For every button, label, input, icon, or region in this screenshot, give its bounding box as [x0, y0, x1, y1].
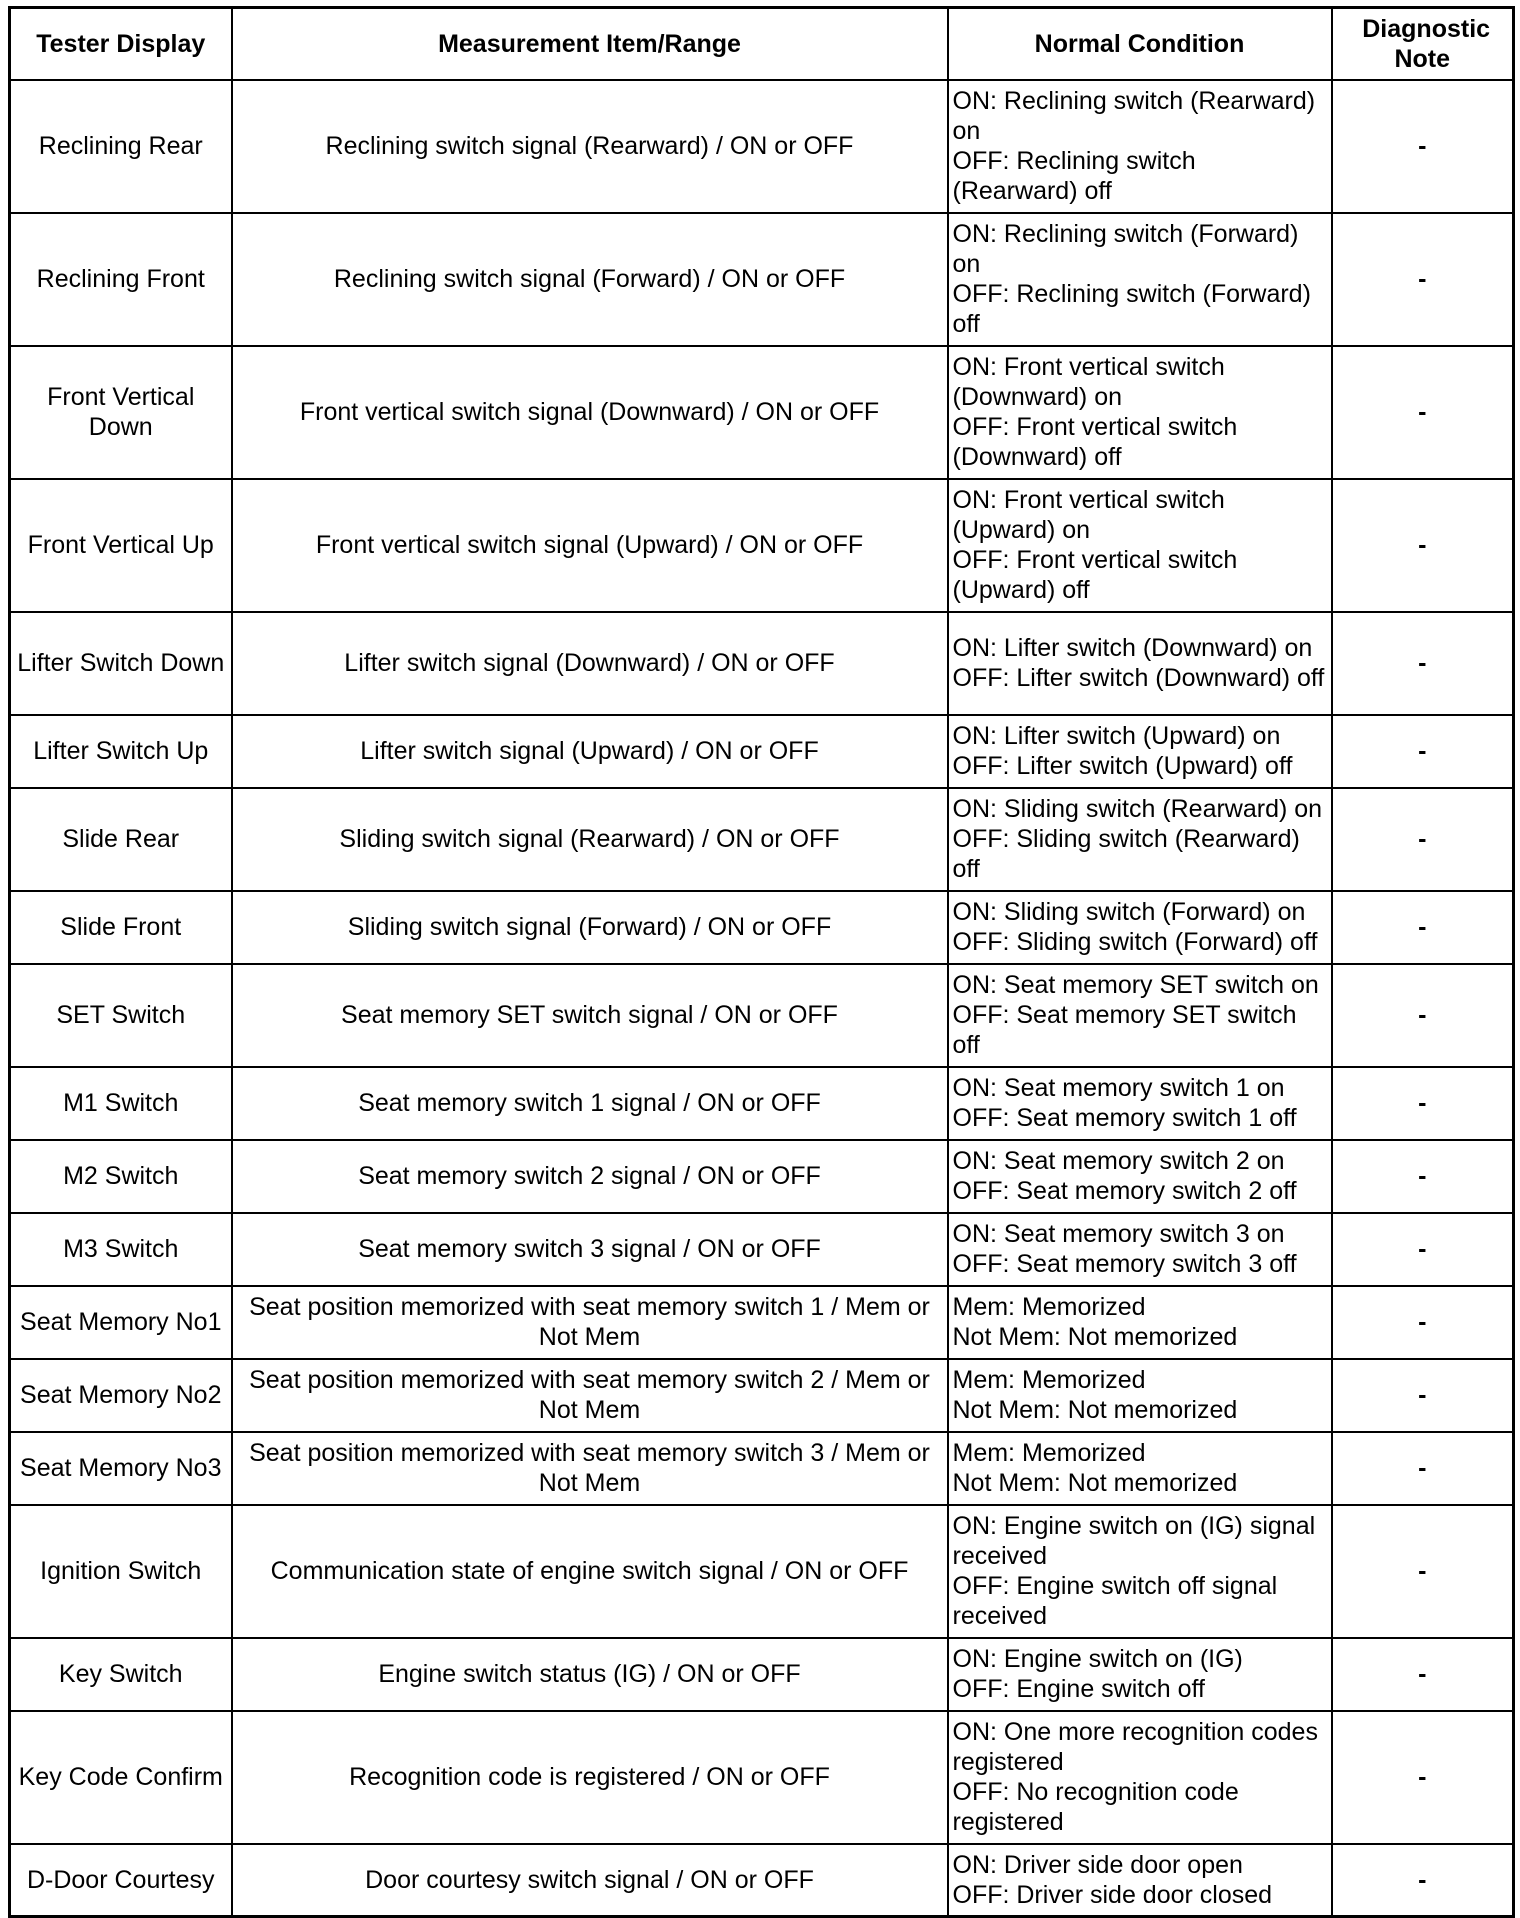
table-row	[10, 80, 1514, 213]
cell-diagnostic-note: -	[1332, 1140, 1514, 1213]
table-row	[10, 788, 1514, 891]
condition-line: ON: Seat memory SET switch on	[952, 971, 1319, 999]
cell-tester-display: Slide Rear	[10, 788, 232, 891]
cell-measurement-item: Seat position memorized with seat memory switch 2 / Mem or Not Mem	[232, 1359, 948, 1432]
table-row	[10, 1213, 1514, 1286]
condition-line: OFF: Driver side door closed	[952, 1880, 1273, 1909]
cell-measurement-item: Front vertical switch signal (Downward) / ON or OFF	[232, 346, 948, 479]
condition-line: OFF: Front vertical switch (Downward) off	[952, 413, 1238, 471]
cell-measurement-item: Seat memory switch 3 signal / ON or OFF	[232, 1213, 948, 1286]
condition-line: OFF: Reclining switch (Forward) off	[952, 280, 1311, 338]
condition-line: ON: Engine switch on (IG)	[952, 1645, 1243, 1673]
condition-line: OFF: Engine switch off signal received	[952, 1572, 1278, 1630]
cell-tester-display: Slide Front	[10, 891, 232, 964]
cell-tester-display: Seat Memory No3	[10, 1432, 232, 1505]
condition-line: ON: Lifter switch (Upward) on	[952, 722, 1281, 750]
cell-tester-display: Lifter Switch Up	[10, 715, 232, 788]
cell-measurement-item: Door courtesy switch signal / ON or OFF	[232, 1844, 948, 1917]
condition-line: ON: Engine switch on (IG) signal received	[952, 1512, 1316, 1570]
cell-tester-display: M2 Switch	[10, 1140, 232, 1213]
cell-tester-display: M1 Switch	[10, 1067, 232, 1140]
condition-line: OFF: Reclining switch (Rearward) off	[952, 147, 1196, 205]
cell-normal-condition	[948, 1844, 1332, 1917]
cell-diagnostic-note: -	[1332, 213, 1514, 346]
cell-diagnostic-note: -	[1332, 80, 1514, 213]
cell-normal-condition	[948, 964, 1332, 1067]
cell-tester-display: Reclining Rear	[10, 80, 232, 213]
header-tester-display: Tester Display	[10, 8, 232, 80]
data-list-page	[8, 6, 1512, 1909]
data-list-table	[8, 6, 1515, 1918]
cell-diagnostic-note: -	[1332, 346, 1514, 479]
table-row	[10, 1359, 1514, 1432]
table-row	[10, 1505, 1514, 1638]
cell-measurement-item: Seat position memorized with seat memory switch 1 / Mem or Not Mem	[232, 1286, 948, 1359]
cell-diagnostic-note: -	[1332, 1711, 1514, 1844]
cell-measurement-item: Front vertical switch signal (Upward) / ON or OFF	[232, 479, 948, 612]
cell-tester-display: Ignition Switch	[10, 1505, 232, 1638]
condition-line: ON: Front vertical switch (Upward) on	[952, 486, 1225, 544]
cell-normal-condition	[948, 1213, 1332, 1286]
condition-line: ON: Driver side door open	[952, 1850, 1243, 1879]
cell-measurement-item: Sliding switch signal (Forward) / ON or OFF	[232, 891, 948, 964]
cell-diagnostic-note: -	[1332, 1844, 1514, 1917]
header-diagnostic-note	[1332, 8, 1514, 80]
header-measurement-item: Measurement Item/Range	[232, 8, 948, 80]
condition-line: OFF: Lifter switch (Upward) off	[952, 752, 1293, 780]
condition-line: ON: Lifter switch (Downward) on	[952, 634, 1313, 662]
condition-line: Not Mem: Not memorized	[952, 1469, 1238, 1497]
condition-line: OFF: Sliding switch (Forward) off	[952, 928, 1318, 956]
condition-line: ON: Sliding switch (Forward) on	[952, 898, 1306, 926]
header-normal-condition: Normal Condition	[948, 8, 1332, 80]
cell-diagnostic-note: -	[1332, 788, 1514, 891]
cell-diagnostic-note: -	[1332, 1359, 1514, 1432]
cell-normal-condition	[948, 1432, 1332, 1505]
cell-diagnostic-note: -	[1332, 1432, 1514, 1505]
condition-line: Mem: Memorized	[952, 1366, 1146, 1394]
cell-normal-condition	[948, 479, 1332, 612]
cell-diagnostic-note: -	[1332, 1638, 1514, 1711]
condition-line: Mem: Memorized	[952, 1439, 1146, 1467]
cell-diagnostic-note: -	[1332, 612, 1514, 715]
table-row	[10, 479, 1514, 612]
table-row	[10, 213, 1514, 346]
condition-line: ON: Seat memory switch 3 on	[952, 1220, 1285, 1248]
cell-normal-condition	[948, 1638, 1332, 1711]
cell-tester-display: Key Code Confirm	[10, 1711, 232, 1844]
cell-diagnostic-note: -	[1332, 715, 1514, 788]
table-row	[10, 964, 1514, 1067]
condition-line: OFF: No recognition code registered	[952, 1778, 1239, 1836]
table-row	[10, 1844, 1514, 1917]
cell-normal-condition	[948, 1286, 1332, 1359]
condition-line: OFF: Sliding switch (Rearward) off	[952, 825, 1300, 883]
cell-tester-display: Seat Memory No1	[10, 1286, 232, 1359]
cell-measurement-item: Seat memory switch 2 signal / ON or OFF	[232, 1140, 948, 1213]
cell-normal-condition	[948, 612, 1332, 715]
cell-normal-condition	[948, 1067, 1332, 1140]
cell-diagnostic-note: -	[1332, 1286, 1514, 1359]
cell-diagnostic-note: -	[1332, 1067, 1514, 1140]
cell-measurement-item: Reclining switch signal (Forward) / ON or OFF	[232, 213, 948, 346]
condition-line: ON: Seat memory switch 2 on	[952, 1147, 1285, 1175]
condition-line: Mem: Memorized	[952, 1293, 1146, 1321]
condition-line: OFF: Lifter switch (Downward) off	[952, 664, 1325, 692]
table-row	[10, 1432, 1514, 1505]
table-row	[10, 715, 1514, 788]
cell-measurement-item: Seat memory switch 1 signal / ON or OFF	[232, 1067, 948, 1140]
cell-normal-condition	[948, 346, 1332, 479]
cell-tester-display: SET Switch	[10, 964, 232, 1067]
condition-line: ON: Reclining switch (Forward) on	[952, 220, 1299, 278]
table-row	[10, 612, 1514, 715]
condition-line: OFF: Seat memory switch 2 off	[952, 1177, 1297, 1205]
cell-diagnostic-note: -	[1332, 479, 1514, 612]
cell-diagnostic-note: -	[1332, 964, 1514, 1067]
cell-tester-display: Reclining Front	[10, 213, 232, 346]
condition-line: OFF: Front vertical switch (Upward) off	[952, 546, 1238, 604]
cell-tester-display: Front Vertical Up	[10, 479, 232, 612]
table-row	[10, 1067, 1514, 1140]
cell-normal-condition	[948, 1711, 1332, 1844]
table-header-row	[10, 8, 1514, 80]
condition-line: ON: Sliding switch (Rearward) on	[952, 795, 1323, 823]
cell-tester-display: Key Switch	[10, 1638, 232, 1711]
condition-line: Not Mem: Not memorized	[952, 1323, 1238, 1351]
cell-tester-display: M3 Switch	[10, 1213, 232, 1286]
cell-normal-condition	[948, 1359, 1332, 1432]
cell-normal-condition	[948, 788, 1332, 891]
cell-diagnostic-note: -	[1332, 1505, 1514, 1638]
condition-line: ON: One more recognition codes registered	[952, 1718, 1318, 1776]
cell-normal-condition	[948, 891, 1332, 964]
cell-measurement-item: Lifter switch signal (Downward) / ON or OFF	[232, 612, 948, 715]
cell-normal-condition	[948, 213, 1332, 346]
table-row	[10, 891, 1514, 964]
cell-tester-display: Lifter Switch Down	[10, 612, 232, 715]
condition-line: OFF: Engine switch off	[952, 1675, 1205, 1703]
condition-line: Not Mem: Not memorized	[952, 1396, 1238, 1424]
cell-diagnostic-note: -	[1332, 891, 1514, 964]
condition-line: OFF: Seat memory SET switch off	[952, 1001, 1297, 1059]
cell-tester-display: Front Vertical Down	[10, 346, 232, 479]
cell-normal-condition	[948, 80, 1332, 213]
cell-measurement-item: Recognition code is registered / ON or OFF	[232, 1711, 948, 1844]
condition-line: ON: Seat memory switch 1 on	[952, 1074, 1285, 1102]
table-row	[10, 346, 1514, 479]
cell-normal-condition	[948, 715, 1332, 788]
header-diagnostic-note-text: Diagnostic Note	[1362, 14, 1491, 73]
cell-measurement-item: Engine switch status (IG) / ON or OFF	[232, 1638, 948, 1711]
condition-line: ON: Front vertical switch (Downward) on	[952, 353, 1225, 411]
table-row	[10, 1711, 1514, 1844]
cell-measurement-item: Communication state of engine switch signal / ON or OFF	[232, 1505, 948, 1638]
condition-line: OFF: Seat memory switch 1 off	[952, 1104, 1297, 1132]
cell-tester-display: D-Door Courtesy	[10, 1844, 232, 1917]
cell-measurement-item: Sliding switch signal (Rearward) / ON or OFF	[232, 788, 948, 891]
cell-measurement-item: Seat memory SET switch signal / ON or OFF	[232, 964, 948, 1067]
cell-measurement-item: Lifter switch signal (Upward) / ON or OFF	[232, 715, 948, 788]
condition-line: OFF: Seat memory switch 3 off	[952, 1250, 1297, 1278]
cell-measurement-item: Seat position memorized with seat memory switch 3 / Mem or Not Mem	[232, 1432, 948, 1505]
condition-line: ON: Reclining switch (Rearward) on	[952, 87, 1316, 145]
cell-tester-display: Seat Memory No2	[10, 1359, 232, 1432]
cell-normal-condition	[948, 1140, 1332, 1213]
table-row	[10, 1638, 1514, 1711]
cell-normal-condition	[948, 1505, 1332, 1638]
table-row	[10, 1140, 1514, 1213]
table-row	[10, 1286, 1514, 1359]
cell-diagnostic-note: -	[1332, 1213, 1514, 1286]
cell-measurement-item: Reclining switch signal (Rearward) / ON or OFF	[232, 80, 948, 213]
